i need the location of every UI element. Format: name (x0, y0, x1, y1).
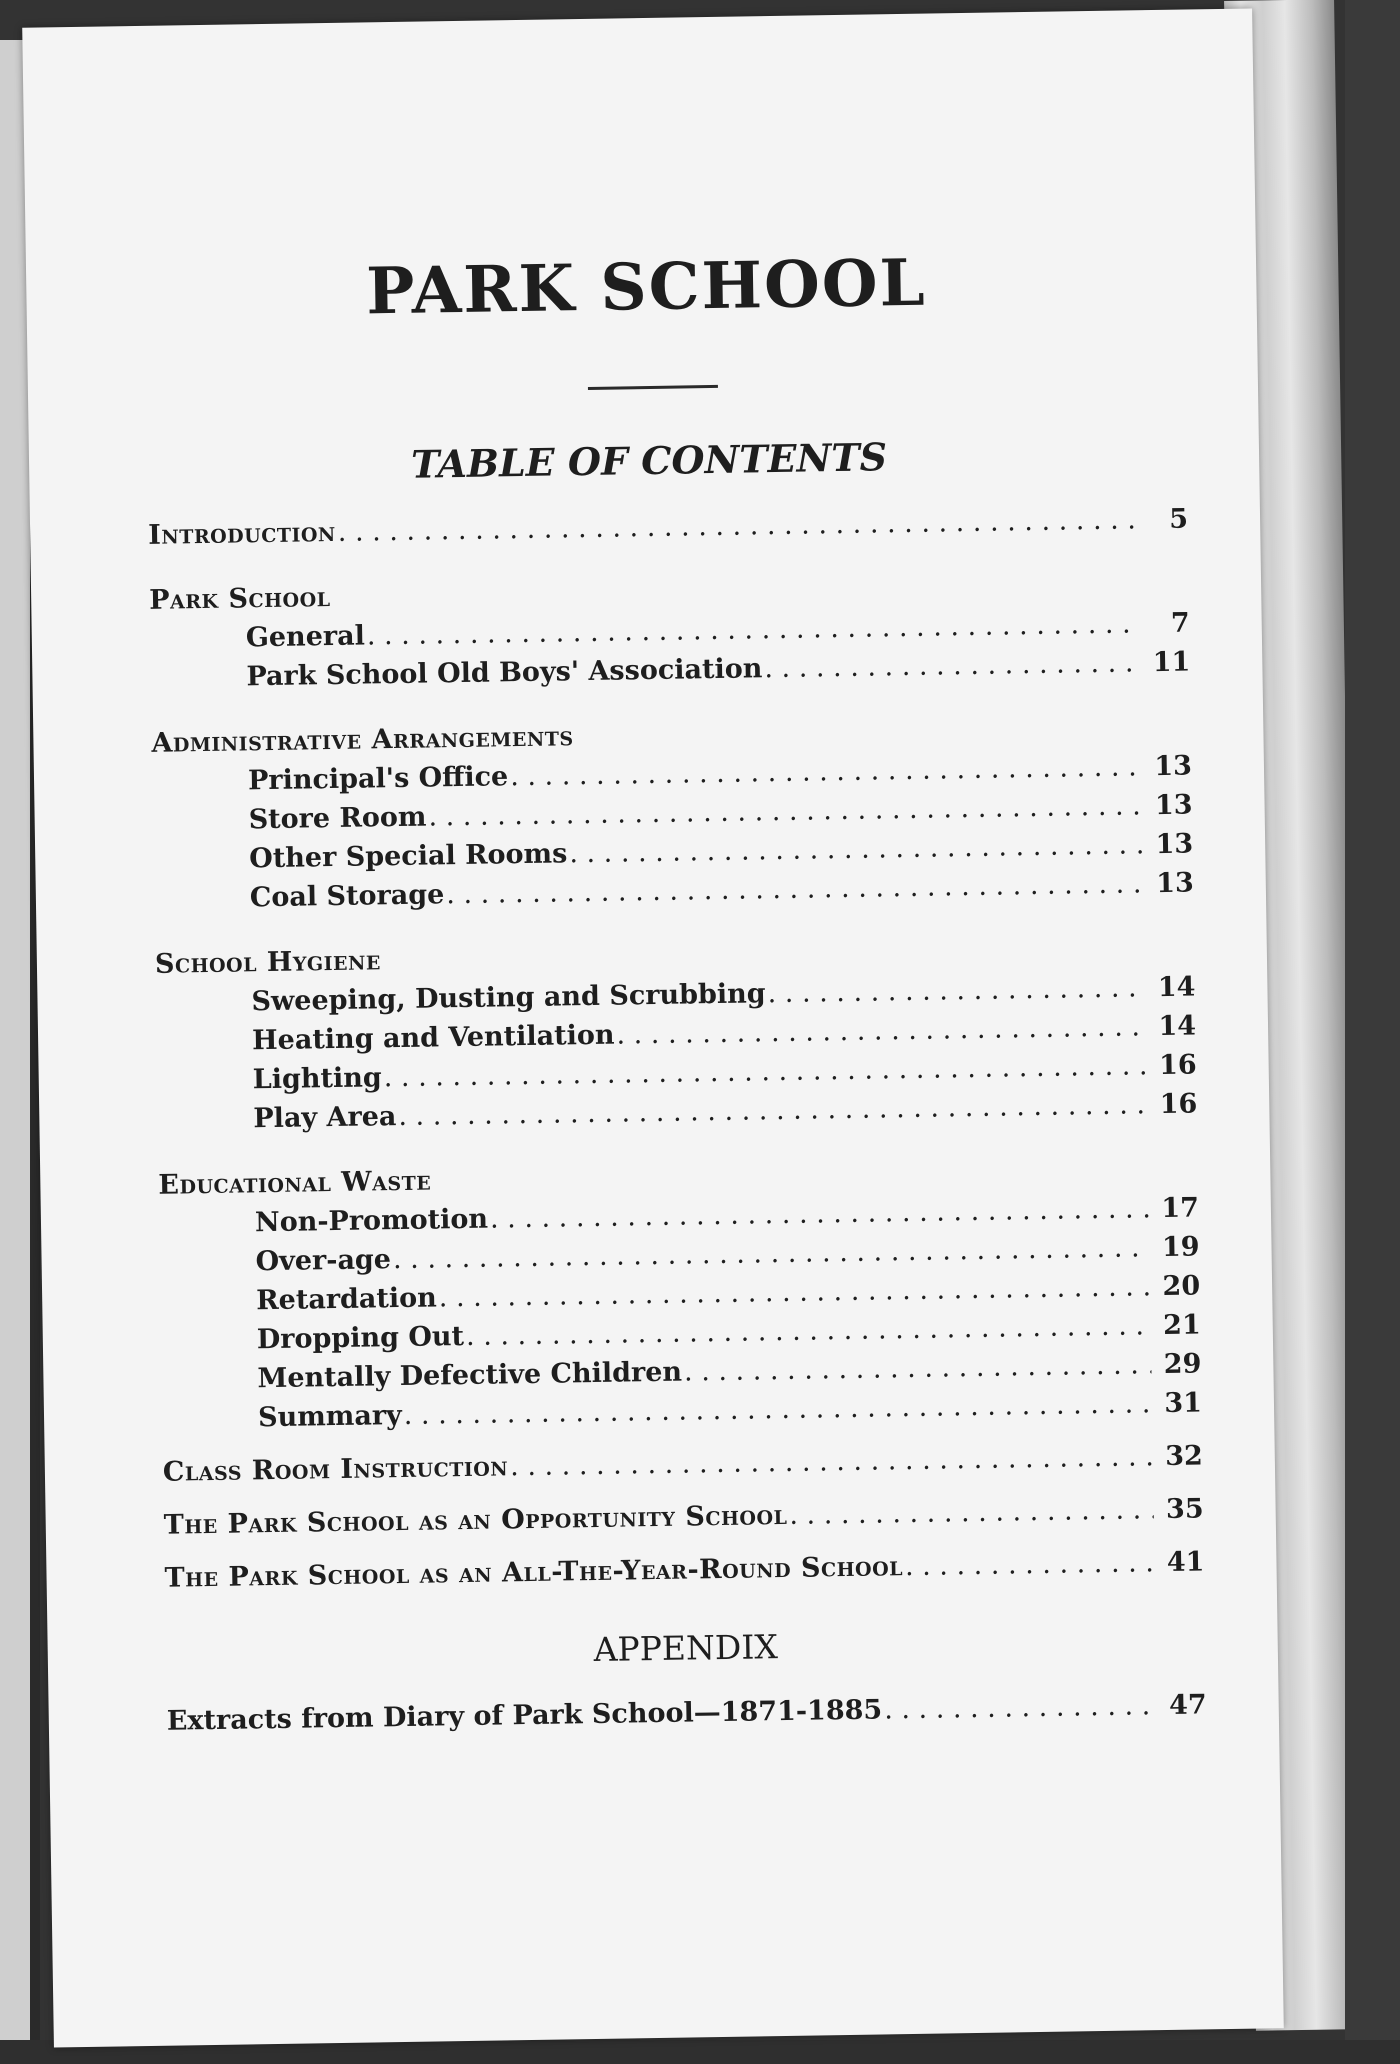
toc-page-number: 41 (1166, 1546, 1205, 1578)
toc-page-number: 32 (1164, 1440, 1204, 1473)
toc-entry-label: Class Room Instruction (162, 1451, 509, 1488)
leader-dots (884, 1686, 1157, 1729)
title-rule (588, 385, 718, 390)
toc-entry-label: Mentally Defective Children (257, 1356, 683, 1395)
book-cover-edge (1345, 0, 1400, 2064)
toc-heading: TABLE OF CONTENTS (410, 434, 888, 487)
toc-entry-label: Play Area (253, 1101, 397, 1135)
section-heading-park-school: Park School (148, 582, 331, 616)
toc-entry-label: Store Room (248, 801, 427, 836)
toc-page-number: 20 (1162, 1270, 1201, 1303)
toc-entry-label: Retardation (255, 1282, 438, 1317)
toc-page-number: 5 (1169, 503, 1189, 535)
toc-entry-label: Coal Storage (249, 879, 445, 914)
table-of-contents (148, 500, 1207, 1741)
toc-page-number: 16 (1158, 1049, 1197, 1082)
appendix-heading: APPENDIX (593, 1627, 779, 1670)
toc-page-number: 35 (1165, 1493, 1204, 1525)
toc-page-number: 11 (1152, 646, 1191, 679)
toc-entry-label: Lighting (252, 1062, 382, 1096)
leader-dots (767, 968, 1145, 1013)
toc-entry-label: Summary (257, 1399, 402, 1434)
book-page (22, 8, 1284, 2047)
toc-entry-label: Introduction (147, 516, 337, 551)
toc-entry-label: The Park School as an All-The-Year-Round School (164, 1551, 904, 1594)
toc-page-number: 13 (1155, 867, 1195, 900)
page-title: PARK SCHOOL (365, 245, 928, 330)
toc-entry-label: General (245, 620, 366, 654)
toc-entry-label: Sweeping, Dusting and Scrubbing (251, 978, 766, 1018)
toc-page-number: 17 (1161, 1192, 1200, 1225)
toc-page-number: 47 (1168, 1689, 1207, 1721)
toc-page-number: 31 (1164, 1387, 1203, 1420)
section-heading-administrative: Administrative Arrangements (151, 721, 574, 759)
toc-entry-appendix (167, 1685, 1207, 1740)
toc-entry-label: Heating and Ventilation (251, 1019, 615, 1057)
toc-page-number: 16 (1159, 1088, 1198, 1121)
toc-page-number: 13 (1154, 750, 1193, 783)
section-heading-hygiene: School Hygiene (154, 945, 382, 980)
leader-dots (764, 643, 1141, 688)
toc-entry-label: Park School Old Boys' Association (246, 653, 763, 693)
page-content (102, 10, 1213, 2027)
toc-page-number: 29 (1163, 1348, 1202, 1381)
toc-entry-label: Principal's Office (247, 761, 509, 797)
toc-entry-label: Over-age (255, 1244, 392, 1278)
toc-page-number: 7 (1170, 607, 1190, 639)
toc-entry-label: Extracts from Diary of Park School—1871-1885 (166, 1694, 883, 1737)
toc-page-number: 13 (1155, 828, 1194, 861)
toc-page-number: 21 (1162, 1309, 1201, 1342)
toc-entry-label: Other Special Rooms (249, 838, 568, 875)
toc-page-number: 14 (1157, 971, 1196, 1004)
toc-page-number: 13 (1154, 789, 1193, 822)
toc-page-number: 14 (1158, 1010, 1197, 1043)
toc-entry-label: Dropping Out (256, 1321, 465, 1356)
section-heading-waste: Educational Waste (158, 1165, 432, 1201)
leader-dots (905, 1543, 1155, 1586)
leader-dots (789, 1490, 1154, 1535)
toc-page-number: 19 (1161, 1231, 1200, 1264)
toc-entry-label: The Park School as an Opportunity School (163, 1499, 788, 1541)
toc-entry-label: Non-Promotion (254, 1203, 489, 1239)
